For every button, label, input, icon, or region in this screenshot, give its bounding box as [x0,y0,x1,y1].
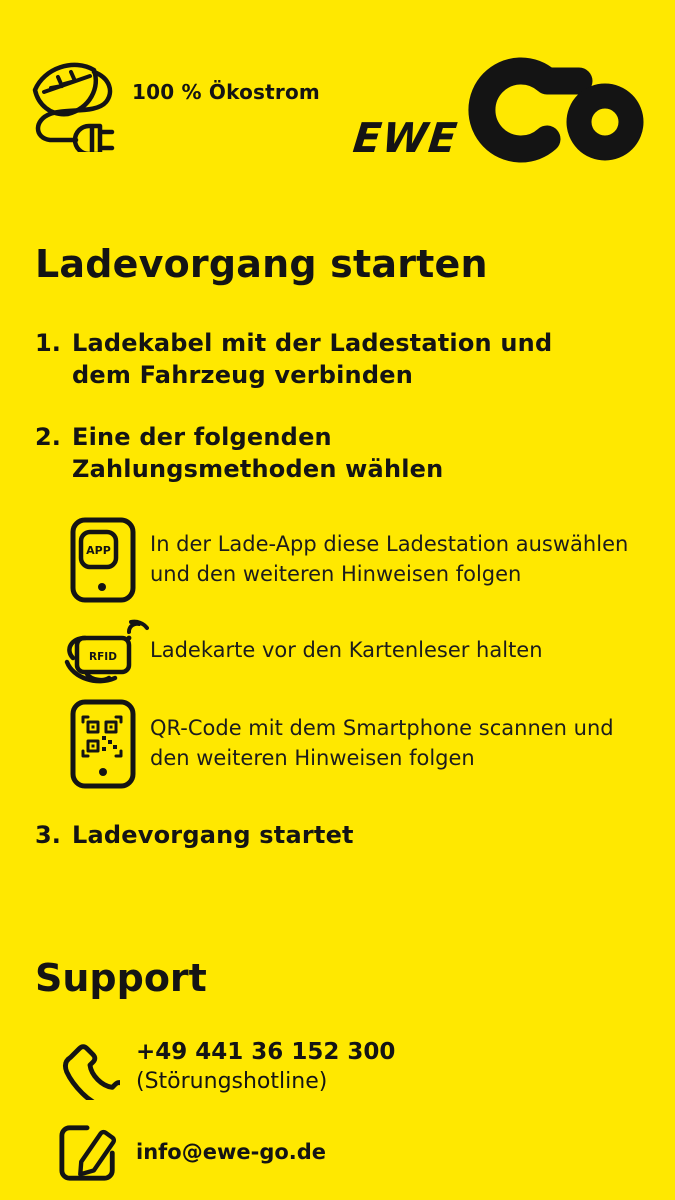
qr-phone-icon [55,698,150,790]
step-1 [35,328,675,392]
app-phone-icon [55,516,150,604]
step-number: 2. [35,422,61,451]
svg-text:RFID: RFID [88,650,117,663]
payment-method-list [0,516,675,790]
step-2 [35,422,675,486]
step-number: 1. [35,329,61,357]
step-text: Ladekabel mit der Ladestation und dem Fahrzeug verbinden [72,329,553,389]
ewe-go-logo [350,46,645,168]
ewe-wordmark: EWE [350,114,460,162]
support-title: Support [35,955,207,1000]
payment-method-rfid [55,614,675,688]
step-text: Eine der folgenden Zahlungsmethoden wählen [72,422,444,483]
phone-number: +49 441 36 152 300 [136,1039,396,1066]
phone-icon [58,1036,136,1100]
email-contact-text [136,1139,326,1166]
step-3 [35,820,675,852]
eco-power-label: 100 % Ökostrom [132,80,320,104]
compose-icon [58,1122,136,1184]
header [0,0,675,168]
step-list [0,328,675,486]
support-phone [58,1036,675,1100]
step-text: Ladevorgang startet [72,820,354,849]
rfid-card-icon [55,614,150,688]
email-address: info@ewe-go.de [136,1139,327,1164]
phone-contact-text [136,1038,395,1096]
phone-label: (Störungshotline) [136,1069,328,1095]
payment-method-text: In der Lade-App diese Ladestation auswählen und den weiteren Hinweisen folgen [150,531,629,586]
support-email [58,1122,675,1184]
leaf-plug-icon [28,46,116,152]
go-logomark [467,54,645,168]
payment-method-text: QR-Code mit dem Smartphone scannen und den weiteren Hinweisen folgen [150,715,614,770]
step-number: 3. [35,820,61,849]
payment-method-text: Ladekarte vor den Kartenleser halten [150,637,543,662]
svg-text:APP: APP [85,543,111,557]
step-list [0,820,675,852]
payment-method-app [55,516,675,604]
page-title: Ladevorgang starten [35,242,488,286]
payment-method-qr [55,698,675,790]
eco-power-badge [28,46,320,152]
